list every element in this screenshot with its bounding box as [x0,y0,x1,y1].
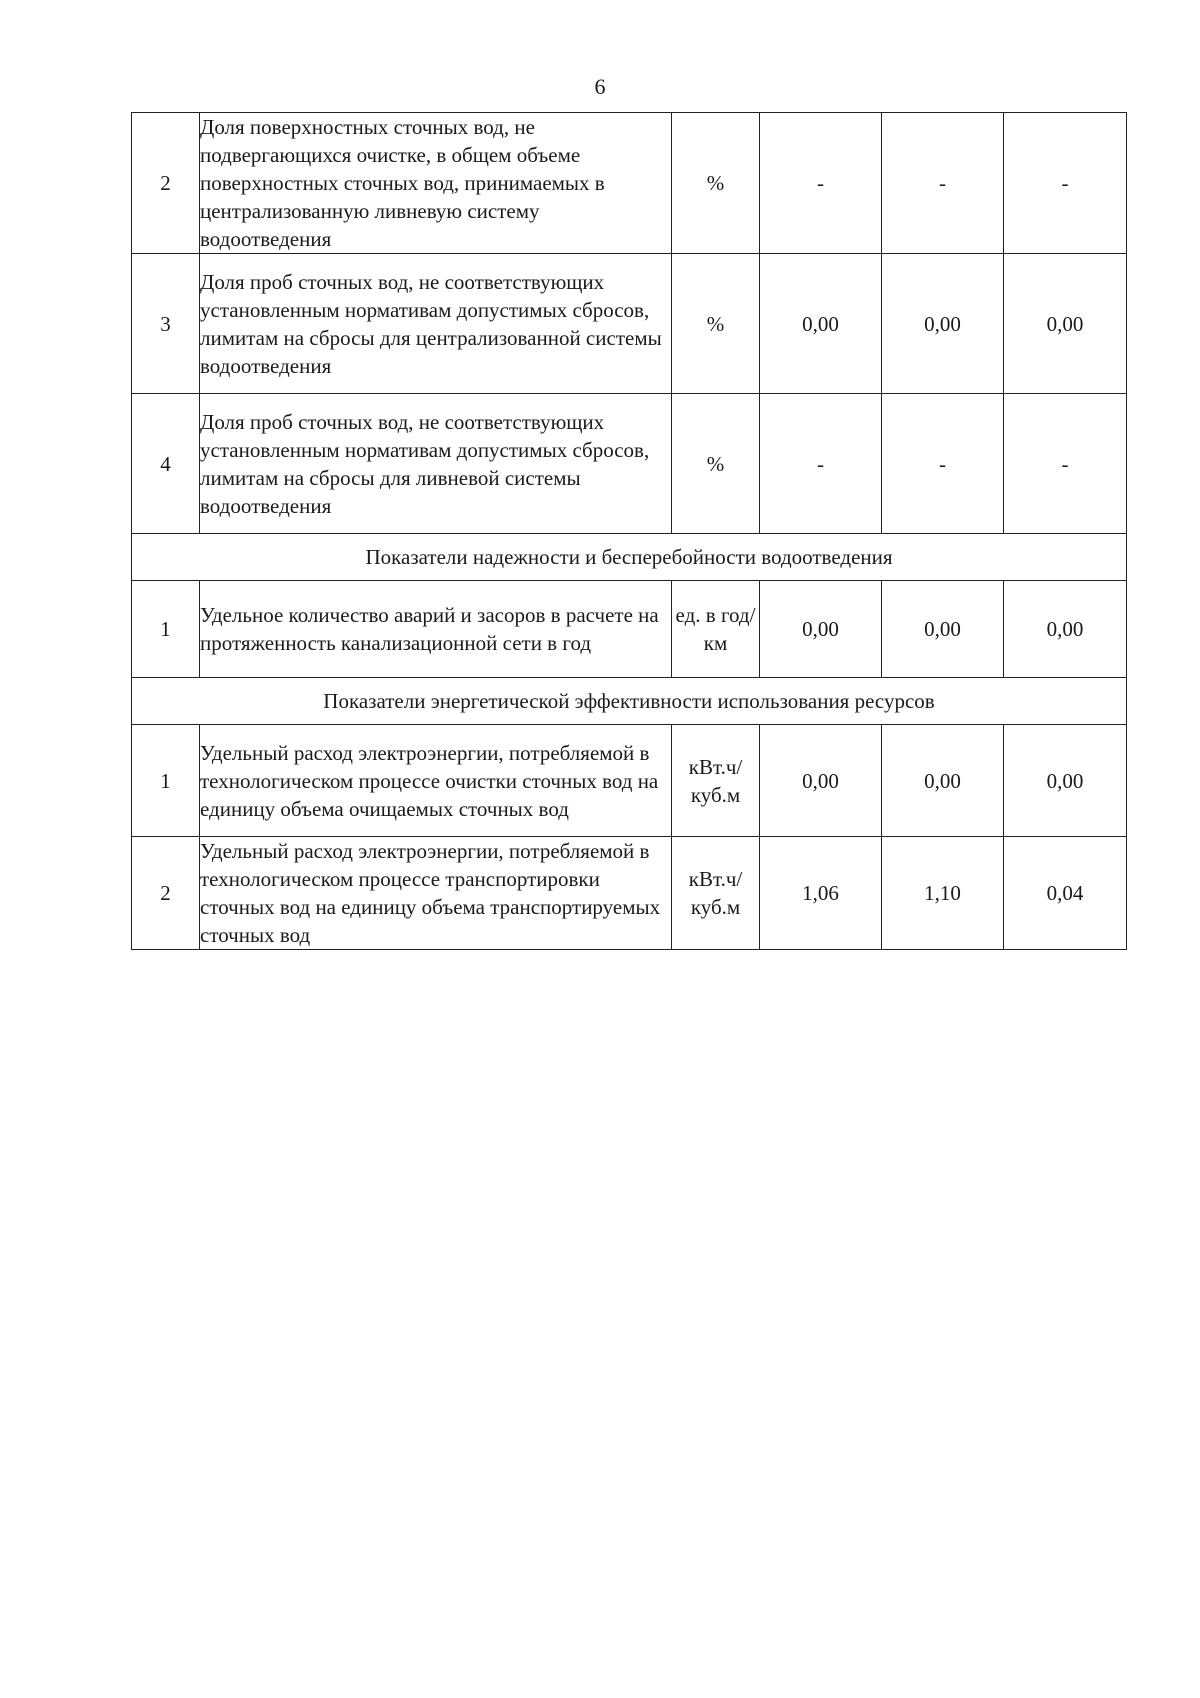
row-description: Доля поверхностных сточных вод, не подвергающихся очистке, в общем объеме поверхностных сточных вод, принимаемых в централизованную ливневую систему водоотведения [200,113,672,254]
table-row [132,581,1127,678]
row-value-3: 0,00 [1004,725,1127,837]
page-number: 6 [594,74,606,99]
section-header-row [132,678,1127,725]
row-number: 1 [132,581,200,678]
row-value-2: 0,00 [882,581,1004,678]
table-row [132,113,1127,254]
row-value-1: - [760,113,882,254]
row-number: 2 [132,113,200,254]
row-value-3: 0,00 [1004,581,1127,678]
row-description: Удельный расход электроэнергии, потребляемой в технологическом процессе очистки сточных вод на единицу объема очищаемых сточных вод [200,725,672,837]
row-value-1: 0,00 [760,581,882,678]
row-unit: % [672,254,760,394]
row-value-3: 0,00 [1004,254,1127,394]
row-value-2: 0,00 [882,254,1004,394]
row-unit: кВт.ч/ куб.м [672,837,760,950]
row-value-3: - [1004,113,1127,254]
row-description: Доля проб сточных вод, не соответствующих установленным нормативам допустимых сбросов, лимитам на сбросы для ливневой системы водоотведения [200,394,672,534]
row-unit: кВт.ч/ куб.м [672,725,760,837]
row-value-1: 1,06 [760,837,882,950]
row-description: Удельное количество аварий и засоров в расчете на протяженность канализационной сети в год [200,581,672,678]
row-number: 4 [132,394,200,534]
row-value-2: - [882,394,1004,534]
row-number: 3 [132,254,200,394]
row-unit: % [672,113,760,254]
row-value-3: 0,04 [1004,837,1127,950]
row-value-1: 0,00 [760,254,882,394]
row-value-3: - [1004,394,1127,534]
row-value-2: - [882,113,1004,254]
row-description: Удельный расход электроэнергии, потребляемой в технологическом процессе транспортировки сточных вод на единицу объема транспортируемых сточных вод [200,837,672,950]
indicators-table [131,112,1127,950]
row-value-1: 0,00 [760,725,882,837]
row-unit: ед. в год/ км [672,581,760,678]
row-value-2: 0,00 [882,725,1004,837]
row-number: 2 [132,837,200,950]
table-row [132,837,1127,950]
table-row [132,254,1127,394]
row-number: 1 [132,725,200,837]
row-description: Доля проб сточных вод, не соответствующих установленным нормативам допустимых сбросов, лимитам на сбросы для централизованной системы водоотведения [200,254,672,394]
section-header-row [132,534,1127,581]
section-title-reliability: Показатели надежности и бесперебойности водоотведения [132,534,1127,581]
row-value-1: - [760,394,882,534]
row-unit: % [672,394,760,534]
table-row [132,394,1127,534]
row-value-2: 1,10 [882,837,1004,950]
section-title-energy: Показатели энергетической эффективности использования ресурсов [132,678,1127,725]
table-row [132,725,1127,837]
